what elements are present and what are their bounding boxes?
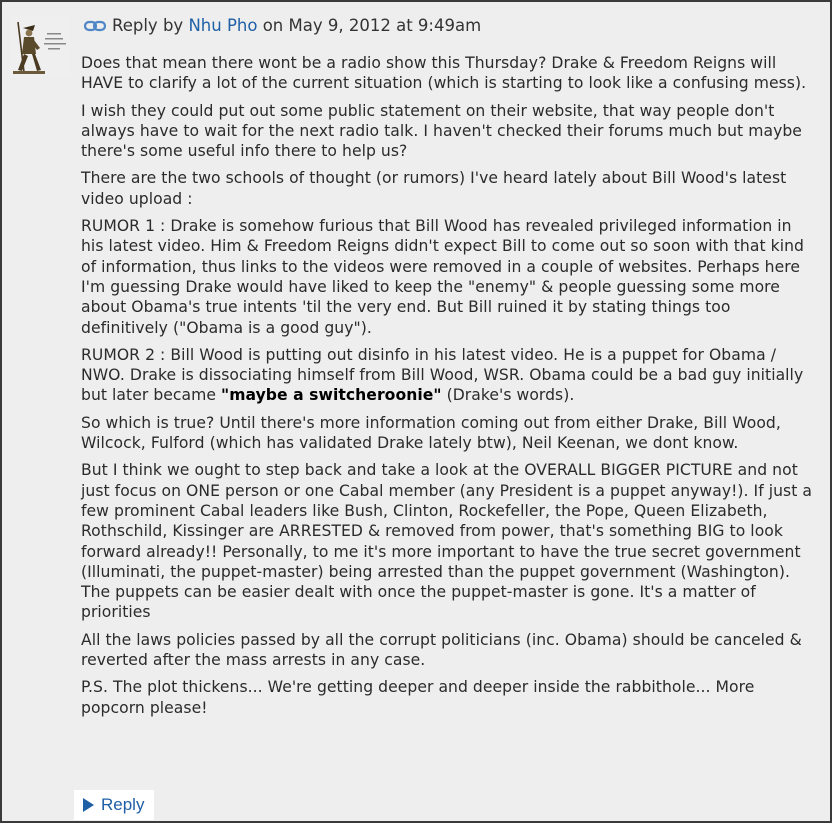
paragraph: So which is true? Until there's more information coming out from either Drake, Bill Wood, Wilcock, Fulford (which has validated Drake lately btw), Neil Keenan, we dont know. — [81, 413, 781, 453]
rumor-2-tail: (Drake's words). — [441, 386, 575, 405]
comment-body — [81, 53, 816, 725]
paragraph: RUMOR 1 : Drake is somehow furious that Bill Wood has revealed privileged information in his latest video. Him & Freedom Reigns didn't expect Bill to come out so soon with that kind of information, thus links to the videos were removed in a couple of websites. Perhaps here I'm guessing Drake would have liked to keep the "enemy" & people guessing some more about Obama's true intents 'til the very end. But Bill ruined it by stating things too definitively ("Obama is a good guy"). — [81, 217, 804, 337]
play-arrow-icon — [83, 798, 94, 812]
minuteman-avatar-image — [10, 16, 70, 76]
paragraph: P.S. The plot thickens... We're getting deeper and deeper inside the rabbithole... More popcorn please! — [81, 678, 755, 717]
paragraph: Does that mean there wont be a radio show this Thursday? Drake & Freedom Reigns will HAVE to clarify a lot of the current situation (which is starting to look like a confusing mess). — [81, 54, 807, 93]
comment-header — [84, 16, 481, 36]
avatar[interactable] — [10, 16, 70, 76]
reply-button-label: Reply — [101, 795, 145, 814]
paragraph: There are the two schools of thought (or rumors) I've heard lately about Bill Wood's latest video upload : — [81, 169, 787, 208]
paragraph: All the laws policies passed by all the corrupt politicians (inc. Obama) should be canceled & reverted after the mass arrests in any case. — [81, 630, 802, 670]
paragraph-rumor-2 — [81, 345, 816, 406]
paragraph: But I think we ought to step back and take a look at the OVERALL BIGGER PICTURE and not just focus on ONE person or one Cabal member (any President is a puppet anyway!). If just a few prominent Cabal leaders like Bush, Clinton, Rockefeller, the Pope, Queen Elizabeth, Rothschild, Kissinger are ARRESTED & removed from power, that's something BIG to look forward already!! Personally, to me it's more important to have the true secret government (Illuminati, the puppet-master) being arrested than the puppet government (Washington). The puppets can be easier dealt with once the puppet-master is gone. It's a matter of priorities — [81, 461, 813, 622]
rumor-2-text: RUMOR 2 : Bill Wood is putting out disinfo in his latest video. He is a puppet for Obama / NWO. Drake is dissociating himself from Bill Wood, WSR. Obama could be a bad guy initially but later became — [81, 345, 804, 405]
reply-button[interactable] — [74, 790, 154, 820]
post-date: on May 9, 2012 at 9:49am — [262, 16, 482, 35]
author-link[interactable]: Nhu Pho — [188, 16, 258, 35]
link-icon — [84, 17, 106, 36]
paragraph: I wish they could put out some public statement on their website, that way people don't always have to wait for the next radio talk. I haven't checked their forums much but maybe there's some useful info there to help us? — [81, 101, 802, 161]
reply-by-label: Reply by — [112, 16, 184, 35]
bold-quote: "maybe a switcheroonie" — [221, 386, 442, 405]
